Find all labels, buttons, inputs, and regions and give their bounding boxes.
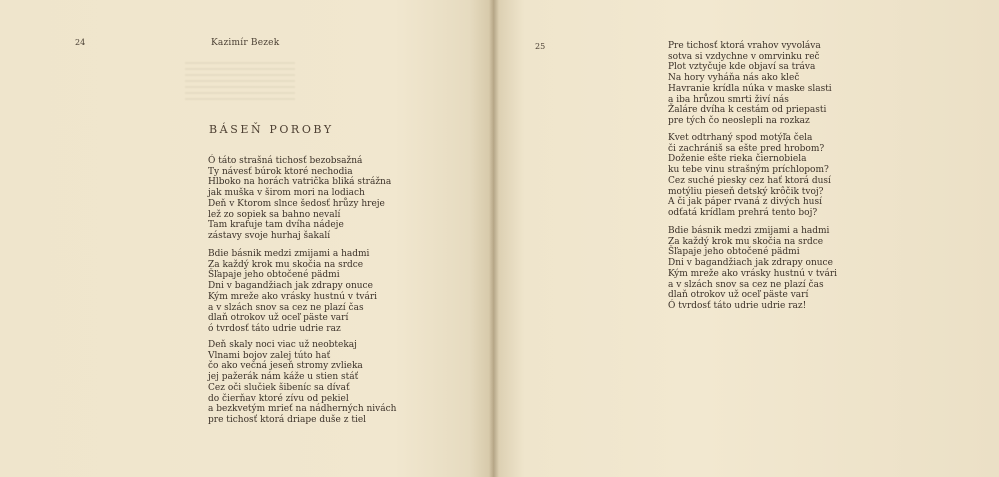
verse-line: Bdie básnik medzi zmijami a hadmi xyxy=(208,249,370,259)
verse-line: Šľapaje jeho obtočené pädmi xyxy=(208,270,340,281)
left-page xyxy=(0,0,494,477)
verse-line: Cez oči slučiek šibeníc sa dívať xyxy=(208,382,350,393)
page-number: 24 xyxy=(75,38,86,47)
verse-line: pre tých čo neoslepli na rozkaz xyxy=(668,115,810,126)
verse-line: jak muška v širom mori na lodiach xyxy=(208,188,365,199)
verse-line: Za každý krok mu skočia na srdce xyxy=(208,259,364,270)
verse-line: Bdie básnik medzi zmijami a hadmi xyxy=(668,226,830,236)
verse-line: a iba hrůzou smrti živí nás xyxy=(668,94,789,105)
stanza-3 xyxy=(208,340,396,426)
verse-line: Hlboko na horách vatrička bliká strážna xyxy=(208,177,392,188)
stanza-2 xyxy=(208,249,377,335)
verse-line: Cez suché piesky cez hať ktorá dusí xyxy=(668,175,831,186)
verse-line: a v slzách snov sa cez ne plazí čas xyxy=(208,302,364,313)
verse-line: sotva si vzdychne v omrvinku reč xyxy=(668,51,820,62)
verse-line: čo ako večná jeseň stromy zvlieka xyxy=(208,361,363,372)
running-head-author: Kazimír Bezek xyxy=(211,38,280,48)
verse-line: či zachrániš sa ešte pred hrobom? xyxy=(668,143,825,154)
verse-line: jej pažerák nám káže u stien stáť xyxy=(208,372,359,383)
stanza-1 xyxy=(208,156,391,242)
verse-line: Šľapaje jeho obtočené pädmi xyxy=(668,247,800,258)
verse-line: odťatá krídlam prehrá tento boj? xyxy=(668,207,818,218)
verse-line: Deň v Ktorom slnce šedosť hrůzy hreje xyxy=(208,198,385,209)
verse-line: Doženie ešte rieka čiernobiela xyxy=(668,154,807,165)
stanza-6 xyxy=(668,226,837,312)
page-number: 25 xyxy=(535,42,546,51)
verse-line: Pre tichosť ktorá vrahov vyvoláva xyxy=(668,41,821,51)
verse-line: Tam krafuje tam dvíha nádeje xyxy=(208,220,344,231)
show-through-text xyxy=(185,62,295,102)
poem-title: BÁSEŇ POROBY xyxy=(209,123,334,136)
verse-line: motýliu pieseň detský krôčik tvoj? xyxy=(668,186,824,197)
verse-line: Plot vztyčuje kde objaví sa tráva xyxy=(668,62,816,73)
verse-line: pre tichosť ktorá driape duše z tiel xyxy=(208,414,367,425)
verse-line: lež zo sopiek sa bahno nevalí xyxy=(208,209,341,220)
verse-line: Kým mreže ako vrásky hustnú v tvári xyxy=(668,268,838,279)
verse-line: zástavy svoje hurhaj šakalí xyxy=(208,230,331,241)
verse-line: Za každý krok mu skočia na srdce xyxy=(668,236,824,247)
verse-line: Deň skaly noci viac už neobtekaj xyxy=(208,340,357,350)
verse-line: A či jak páper rvaná z divých husí xyxy=(668,197,822,208)
verse-line: a bezkvetým mrieť na nádherných nivách xyxy=(208,404,397,415)
verse-line: ku tebe vinu strašným príchlopom? xyxy=(668,165,829,176)
verse-line: do čierňav ktoré zívu od pekiel xyxy=(208,393,349,404)
verse-line: ó tvrdosť táto udrie udrie raz xyxy=(208,323,341,334)
verse-line: a v slzách snov sa cez ne plazí čas xyxy=(668,279,824,290)
verse-line: dlaň otrokov už oceľ päste varí xyxy=(668,290,809,301)
right-page xyxy=(494,0,999,477)
stanza-5 xyxy=(668,133,831,219)
stanza-4 xyxy=(668,41,832,127)
verse-line: Havranie krídla núka v maske slasti xyxy=(668,83,832,94)
book-gutter xyxy=(489,0,499,477)
verse-line: Ó táto strašná tichosť bezobsažná xyxy=(208,156,363,166)
verse-line: Dni v bagandžiach jak zdrapy onuce xyxy=(668,258,833,269)
verse-line: Žaláre dvíha k cestám od priepasti xyxy=(668,105,827,116)
verse-line: Na hory vyháňa nás ako kleč xyxy=(668,73,800,84)
verse-line: Kým mreže ako vrásky hustnú v tvári xyxy=(208,291,378,302)
verse-line: Dni v bagandžiach jak zdrapy onuce xyxy=(208,281,373,292)
verse-line: Ty návesť búrok ktoré nechodia xyxy=(208,166,353,177)
verse-line: dlaň otrokov už oceľ päste varí xyxy=(208,313,349,324)
verse-line: Vlnami bojov zalej túto hať xyxy=(208,350,331,361)
verse-line: Kvet odtrhaný spod motýľa čela xyxy=(668,133,813,143)
verse-line: Ó tvrdosť táto udrie udrie raz! xyxy=(668,300,807,311)
